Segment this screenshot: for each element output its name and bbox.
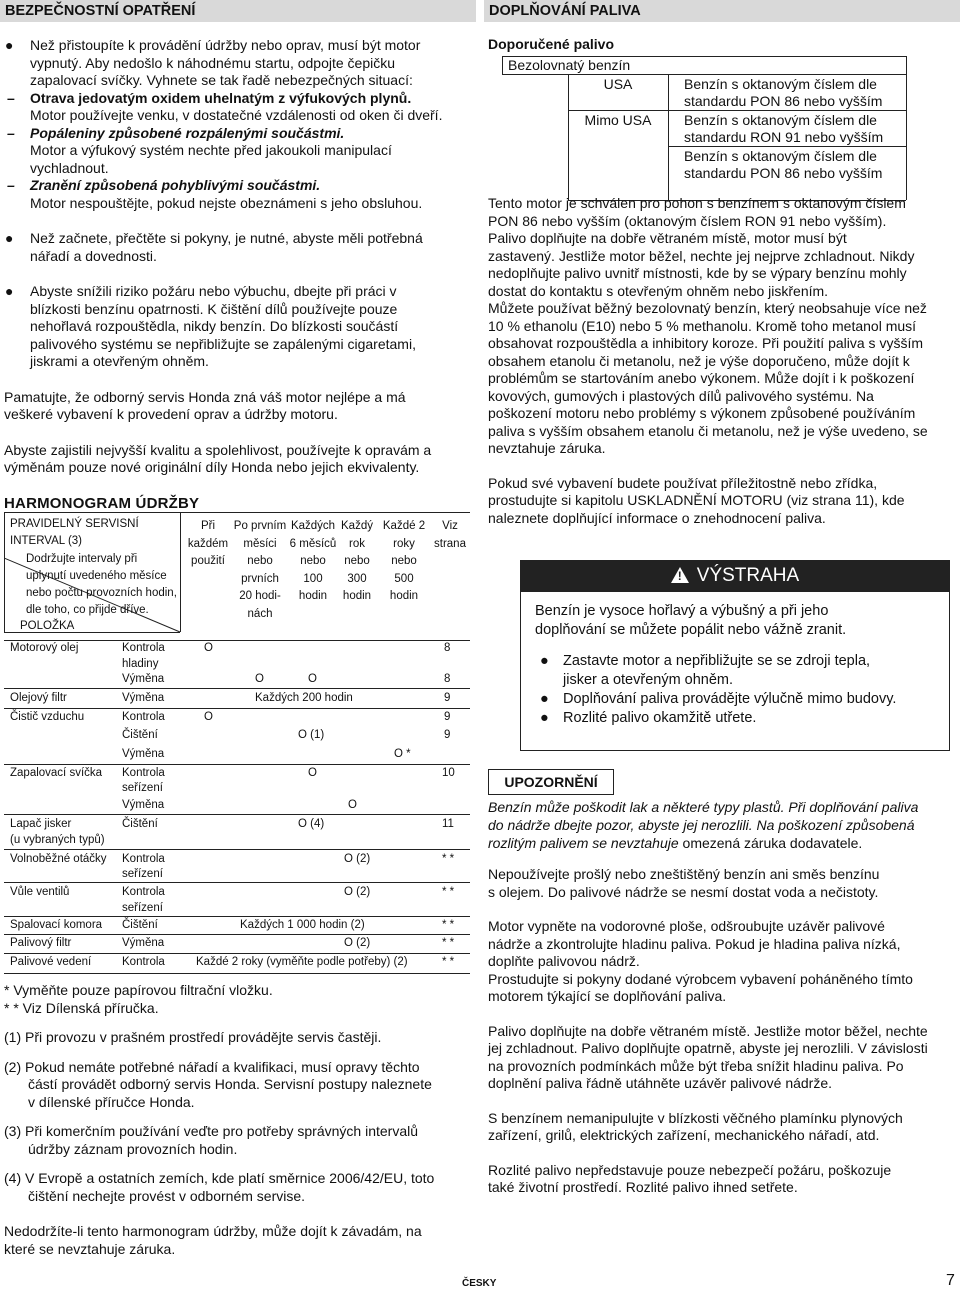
hazard-burn-desc: Motor a výfukový systém nechte před jakoukoli manipulací vychladnout. xyxy=(30,142,392,176)
item-combustion-chamber: Spalovací komora xyxy=(10,919,103,931)
notice-text: Benzín může poškodit lak a některé typy plastů. Při doplňování paliva do nádrže dbejte pozor, abyste jej nerozlili. Na poškození způsobená rozlitým palivem se nevztahuje omezená záruka dodavatele. xyxy=(488,799,919,851)
hazard-moving-desc: Motor nespouštějte, pokud nejste obeznámeni s jeho obsluhou. xyxy=(30,194,423,211)
genuine-parts-paragraph: Abyste zajistili nejvyšší kvalitu a spolehlivost, používejte k opravám a výměnám pouze nové originální díly Honda nebo jejich ekvivalenty. xyxy=(4,441,432,475)
stale-fuel-paragraph: Nepoužívejte prošlý nebo zneštištěný benzín ani směs benzínu s olejem. Do palivové nádrže se nesmí dostat voda a nečistoty. xyxy=(488,866,880,900)
col-every-year: Každý rok nebo 300 hodin xyxy=(341,520,373,602)
item-fuel-filter: Palivový filtr xyxy=(10,937,72,949)
honda-service-paragraph: Pamatujte, že odborný servis Honda zná váš motor nejlépe a má veškeré vybavení k provedení oprav a údržby motoru. xyxy=(4,388,406,422)
warning-triangle-icon xyxy=(671,567,689,583)
bullet-dot: ● xyxy=(5,37,14,53)
maintenance-heading: HARMONOGRAM ÚDRŽBY xyxy=(4,494,200,512)
pilot-light-paragraph: S benzínem nemanipulujte v blízkosti věčného plamínku plynových zařízení, grilů, elektrických zařízení, mechanického nářadí, atd. xyxy=(488,1109,903,1143)
table-notes: * Vyměňte pouze papírovou filtrační vložku. * * Viz Dílenská příručka. (1) Při provozu v prašném prostředí provádějte servis častěji. (2) Pokud nemáte potřebné nářadí a kvalifikaci, musí opravy těchto částí provádět odborný servis Honda. Servisní postupy naleznete v dílenské příručce Honda. (3) Při komerčním používání veďte pro potřeby správných intervalů údržby záznam provozních hodin. (4) V Evropě a ostatních zemích, kde platí směrnice 2006/42/EU, toto čištění nechejte provést v odborném servise. Nedodržíte-li tento harmonogram údržby, může dojít k závadám, na které se nevztahuje záruka. xyxy=(4,982,476,1258)
hazard-co: – Otrava jedovatým oxidem uhelnatým z výfukových plynů. xyxy=(7,89,412,106)
hazard-co-desc: Motor používejte venku, v dostatečné vzdálenosti od oken či dveří. xyxy=(30,107,443,123)
page-number: 7 xyxy=(946,1272,955,1289)
notice-label: UPOZORNĚNÍ xyxy=(488,769,614,795)
check-level-paragraph: Motor vypněte na vodorovné ploše, odšroubujte uzávěr palivové nádrže a zkontrolujte hladinu paliva. Pokud je hladina paliva nízká, doplňte palivovou nádrž. Prostudujte si pokyny dodané výrobcem vybavení poháněného tímto motorem týkající se doplňování paliva. xyxy=(488,918,913,1004)
col-6-months: Každých 6 měsíců nebo 100 hodin xyxy=(289,520,337,602)
table-border-top xyxy=(4,512,470,513)
right-lower-paragraphs xyxy=(488,866,956,1197)
safety-bullet-3: ● Abyste snížili riziko požáru nebo výbuchu, dbejte při práci v blízkosti benzínu opatrnosti. K čištění dílů používejte pouze nehořlavá rozpouštědla, nikdy benzín. Do blízkosti součástí palivového systému se nepřibližujte se zapálenými cigaretami, jiskrami a otevřeným ohněm. xyxy=(5,283,416,369)
hazard-moving: – Zranění způsobená pohyblivými součástmi. xyxy=(7,177,321,193)
item-fuel-line: Palivové vedení xyxy=(10,956,92,968)
warranty-note: Nedodržíte-li tento harmonogram údržby, může dojít k závadám, na které se nevztahuje záruka. xyxy=(4,1223,422,1257)
right-column xyxy=(484,0,960,22)
fuel-paragraphs xyxy=(488,195,956,527)
item-spark-arrestor: Lapač jisker xyxy=(10,818,72,830)
item-idle-speed: Volnoběžné otáčky xyxy=(10,853,107,865)
language-label: ČESKY xyxy=(462,1278,497,1289)
col-see-page: Viz strana xyxy=(434,520,466,550)
item-engine-oil: Motorový olej xyxy=(10,642,79,654)
item-spark-plug: Zapalovací svíčka xyxy=(10,767,103,779)
item-valve-clearance: Vůle ventilů xyxy=(10,886,70,898)
col-every-2-years: Každé 2 roky nebo 500 hodin xyxy=(382,520,426,602)
safety-section xyxy=(0,37,476,512)
warning-header: !VÝSTRAHA xyxy=(520,560,950,592)
warning-content: Benzín je vysoce hořlavý a výbušný a při jeho doplňování se můžete popálit nebo vážně zranit. ● Zastavte motor a nepřibližujte se se zdroji tepla, jisker a otevřeným ohněm. ● Doplňování paliva provádějte výlučně mimo budovy. ● Rozlité palivo okamžitě utřete. xyxy=(535,603,897,726)
refuel-heading: DOPLŇOVÁNÍ PALIVA xyxy=(484,0,960,22)
col-each-use: Při každém použití xyxy=(187,520,229,567)
fuel-table: Bezolovnatý benzín USA Mimo USA Benzín s oktanovým číslem dle standardu PON 86 nebo vyšším Benzín s oktanovým číslem dle standardu RON 91 nebo vyšším Benzín s oktanovým číslem dle standardu PON 86 nebo vyšším xyxy=(488,54,956,184)
col-first-month: Po prvním měsíci nebo prvních 20 hodi- nách xyxy=(233,520,287,620)
item-air-cleaner: Čistič vzduchu xyxy=(10,711,85,723)
safety-bullet-2: ● Než začnete, přečtěte si pokyny, je nutné, abyste měli potřebná nářadí a dovednosti. xyxy=(5,230,423,264)
ventilation-paragraph: Palivo doplňujte na dobře větraném místě. Jestliže motor běžel, nechte jej zchladnout. Palivo doplňujte opatrně, abyste jej nerozlili. V závislosti na provozních podmínkách může být třeba snížit hladinu paliva. Po doplnění paliva řádně utáhněte uzávěr palivové nádrže. xyxy=(488,1022,928,1091)
left-column xyxy=(0,0,476,22)
fuel-recommendation: Doporučené palivo Bezolovnatý benzín USA Mimo USA Benzín s oktanovým číslem dle standardu PON 86 nebo vyšším Benzín s oktanovým číslem dle standardu RON 91 nebo vyšším Benzín s oktanovým číslem dle standardu PON 86 nebo vyšším xyxy=(488,36,956,184)
safety-heading: BEZPEČNOSTNÍ OPATŘENÍ xyxy=(0,0,476,22)
safety-bullet-1: ● Než přistoupíte k provádění údržby nebo oprav, musí být motor vypnutý. Aby nedošlo k náhodnému startu, odpojte čepičku zapalovací svíčky. Vyhnete se tak řadě nebezpečných situací: xyxy=(5,37,421,88)
storage-paragraph: Pokud své vybavení budete používat příležitostně nebo zřídka, prostudujte si kapitolu USKLADNĚNÍ MOTORU (viz strana 11), kde naleznete doplňující informace o znehodnocení paliva. xyxy=(488,474,905,526)
fuel-approval-paragraph: Tento motor je schválen pro pohon s benzínem s oktanovým číslem PON 86 nebo vyšším (oktanovým číslem RON 91 nebo vyšším). Palivo doplňujte na dobře větraném místě, motor musí být zastavený. Jestliže motor běžel, nechte jej nejprve zchladnout. Nikdy nedoplňujte palivo uvnitř místnosti, kde by se výpary benzínu mohly dostat do kontaktu s otevřeným ohněm nebo jiskřením. Můžete používat běžný bezolovnatý benzín, který neobsahuje více než 10 % ethanolu (E10) nebo 5 % methanolu. Kromě toho metanol musí obsahovat rozpouštědla a inhibitory koroze. Při použití paliva s vyšším obsahem etanolu či metanolu, než je výše doporučeno, může dojít k problémům se startováním anebo výkonem. Může dojít i k poškození kovových, gumových i plastových dílů palivového systému. Na poškození motoru nebo problémy s výkonem způsobené používáním paliva s vyšším obsahem etanolu či metanolu, než je výše uvedeno, se nevztahuje záruka. xyxy=(488,195,928,456)
spill-paragraph: Rozlité palivo nepředstavuje pouze nebezpečí požáru, poškozuje také životní prostředí. Rozlité palivo ihned setřete. xyxy=(488,1161,892,1195)
maintenance-table: PRAVIDELNÝ SERVISNÍ INTERVAL (3) Dodržujte intervaly při uplynutí uvedeného měsíce nebo počtu provozních hodin, dle toho, co přijde dříve. POLOŽKA Při každém použití Po prvním měsíci nebo prvních 20 hodi- nách Každých 6 měsíců nebo 100 hodin Každý rok nebo 300 hodin Každé 2 roky nebo 500 hodin Viz strana Motorový olej Kontrola hladiny O 8 Výměna O O 8 Olejový filtr Výměna Každých 200 hodin 9 Čistič vzduchu Kontrola O 9 Čištění O (1) 9 Výměna O * Zapalovací svíčka Kontrola seřízení O 10 Výměna O Lapač jisker (u vybraných typů) Čištění O (4) 11 Volnoběžné otáčky Kontrola seřízení O (2) * * Vůle ventilů Kontrola seřízení O (2) * * Spalovací komora Čištění Každých 1 000 hodin (2) * * Palivový filtr Výměna O (2) * * Palivové vedení Kontrola Každé 2 roky (vyměňte podle potřeby) (2) * * xyxy=(0,512,476,974)
table-border-bottom xyxy=(4,973,470,974)
item-oil-filter: Olejový filtr xyxy=(10,692,67,704)
hazard-burn: – Popáleniny způsobené rozpálenými součástmi. xyxy=(7,124,345,141)
